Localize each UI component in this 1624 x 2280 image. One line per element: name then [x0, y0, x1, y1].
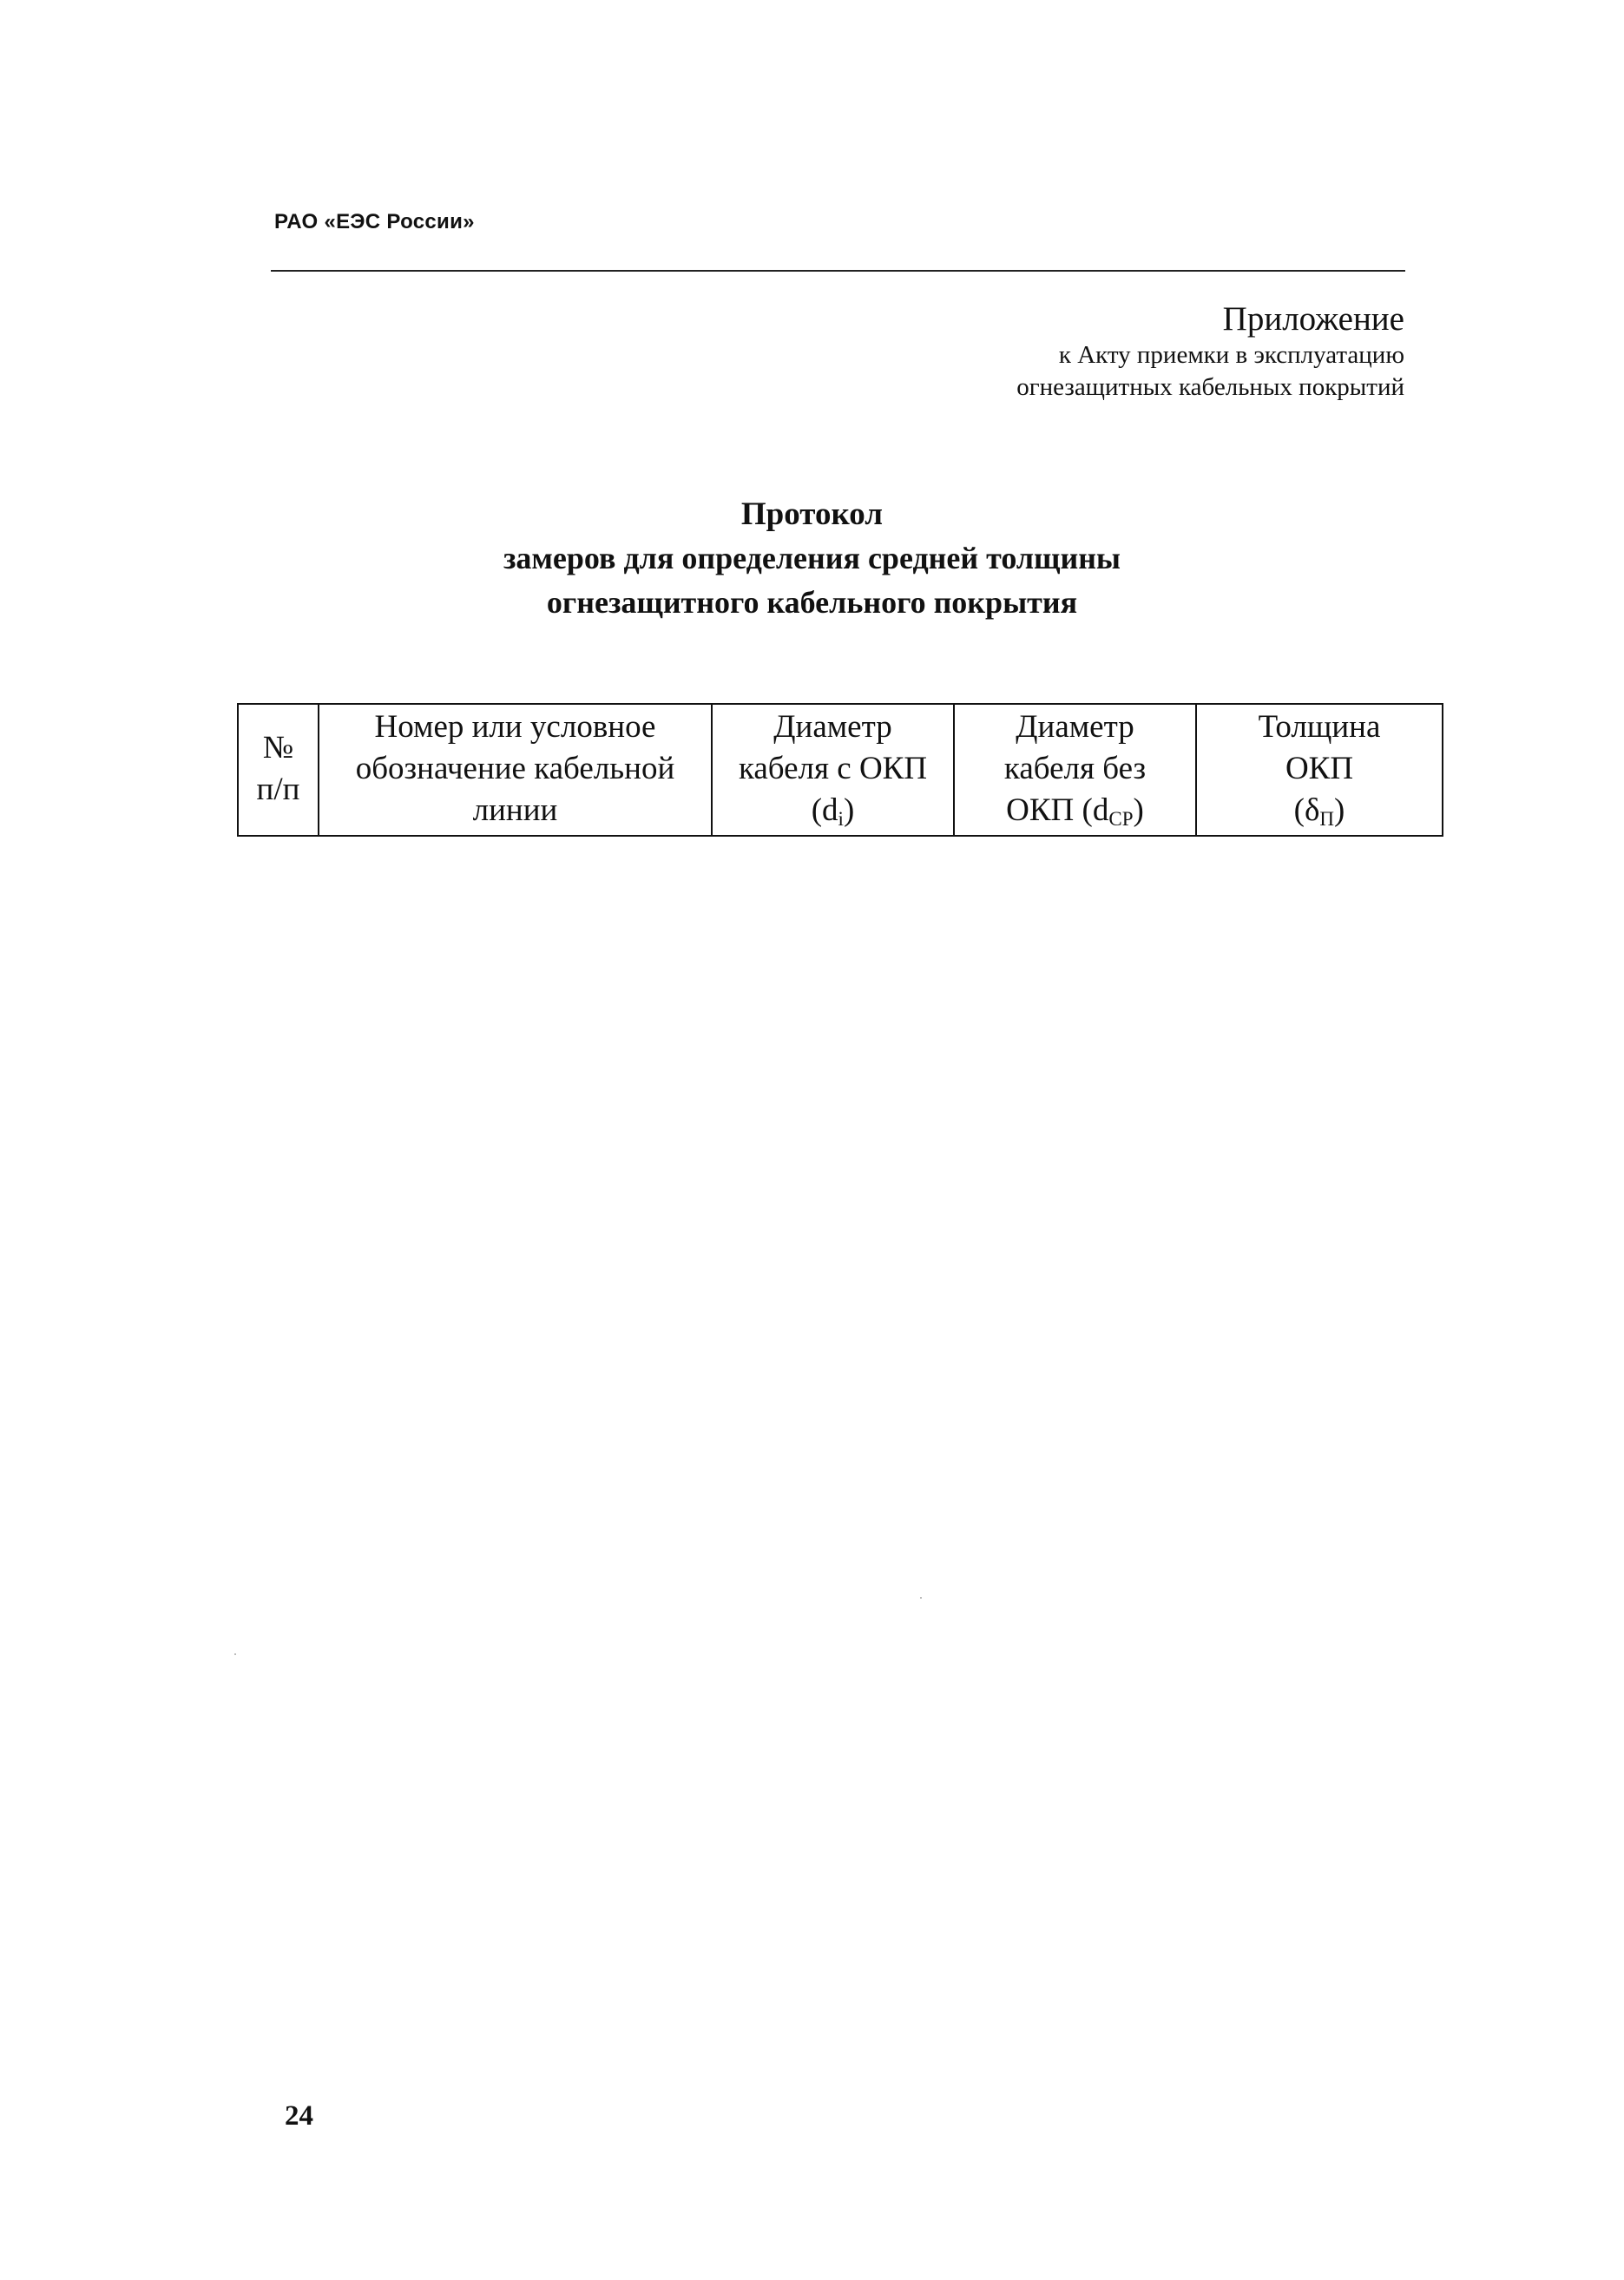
document-subtitle-line-2: огнезащитного кабельного покрытия [546, 585, 1078, 620]
symbol: d [822, 792, 838, 828]
column-header-number-line-1: № [262, 730, 294, 765]
appendix-reference-line-1: к Акту приемки в эксплуатацию [1058, 341, 1404, 369]
symbol-suffix: ) [1334, 792, 1345, 828]
symbol-suffix: ) [1133, 792, 1144, 828]
symbol-suffix: ) [843, 792, 855, 828]
symbol-prefix: ( [811, 792, 823, 828]
page-number: 24 [285, 2100, 313, 2132]
symbol-subscript: i [838, 808, 844, 830]
symbol-prefix: ( [1293, 792, 1305, 828]
column-header-diameter-without-coating-symbol [958, 790, 1192, 831]
measurements-table [237, 703, 1443, 837]
document-subtitle-line-1: замеров для определения средней толщины [503, 541, 1121, 575]
appendix-reference-line-2: огнезащитных кабельных покрытий [1016, 373, 1404, 401]
column-header-coating-thickness-symbol [1200, 790, 1438, 831]
column-header-diameter-without-coating-line-2: кабеля без [1003, 751, 1147, 786]
column-header-cable-line-id [319, 704, 712, 836]
table-header-row [238, 704, 1443, 836]
document-title: Протокол [740, 496, 884, 532]
symbol-subscript: П [1319, 808, 1335, 830]
column-header-number-line-2: п/п [256, 772, 300, 807]
column-header-diameter-with-coating-line-2: кабеля с ОКП [738, 751, 928, 786]
column-header-number [238, 704, 319, 836]
column-header-coating-thickness [1196, 704, 1443, 836]
column-header-cable-line-id-line-2: обозначение кабельной [355, 751, 675, 786]
column-header-diameter-with-coating-symbol [716, 790, 950, 831]
symbol: d [1092, 792, 1109, 828]
column-header-diameter-without-coating-line-1: Диаметр [1016, 709, 1134, 745]
appendix-title: Приложение [1222, 300, 1404, 338]
column-header-coating-thickness-line-2: ОКП [1285, 751, 1354, 786]
column-header-diameter-with-coating [712, 704, 954, 836]
document-title-block [0, 492, 1624, 625]
appendix-block [1016, 299, 1404, 404]
column-header-coating-thickness-line-1: Толщина [1258, 709, 1381, 745]
symbol-prefix: ОКП ( [1006, 792, 1093, 828]
column-header-cable-line-id-line-1: Номер или условное [374, 709, 656, 745]
organization-header: РАО «ЕЭС России» [274, 210, 475, 233]
symbol: δ [1304, 792, 1320, 828]
column-header-diameter-without-coating [954, 704, 1196, 836]
symbol-subscript: CP [1108, 808, 1134, 830]
scan-speck [920, 1597, 922, 1599]
column-header-cable-line-id-line-3: линии [472, 792, 558, 828]
header-divider [271, 270, 1405, 272]
scan-speck [234, 1653, 236, 1655]
column-header-diameter-with-coating-line-1: Диаметр [773, 709, 892, 745]
